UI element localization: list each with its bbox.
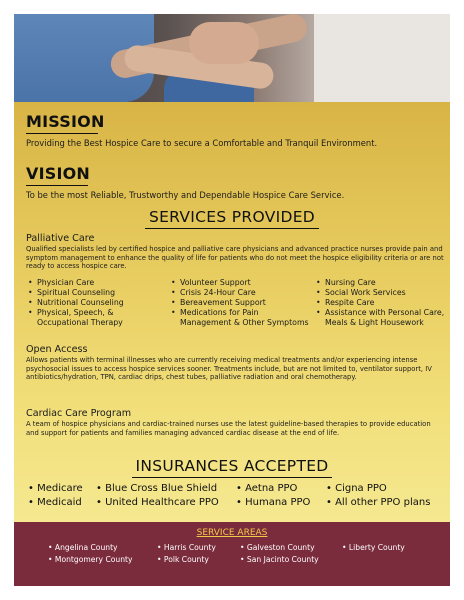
- mission-text: Providing the Best Hospice Care to secure a Comfortable and Tranquil Environment.: [26, 138, 378, 148]
- services-list-col-2: [171, 278, 311, 328]
- list-item: • Aetna PPO: [236, 483, 298, 494]
- service-areas-col-2: [157, 542, 216, 565]
- list-item: • Physical, Speech, & Occupational Therapy: [28, 308, 123, 327]
- cardiac-care-text: A team of hospice physicians and cardiac-trained nurses use the latest guideline-based therapies to provide education and support for patients and families managing advanced cardiac disease at the end of life.: [26, 420, 431, 437]
- flyer: [14, 14, 450, 586]
- list-item: • Galveston County: [240, 543, 315, 552]
- service-areas-col-3: [240, 542, 319, 565]
- list-item: • Medicaid: [28, 496, 82, 508]
- vision-underline: [26, 185, 88, 186]
- mission-underline: [26, 133, 98, 134]
- services-heading: SERVICES PROVIDED: [148, 208, 316, 226]
- list-item: • Social Work Services: [316, 288, 406, 297]
- service-areas-heading: SERVICE AREAS: [196, 528, 268, 538]
- list-item: • Spiritual Counseling: [28, 288, 116, 297]
- list-item: • Crisis 24-Hour Care: [171, 288, 256, 297]
- list-item: • All other PPO plans: [326, 496, 431, 508]
- list-item: • Bereavement Support: [171, 298, 266, 307]
- list-item: • Cigna PPO: [326, 483, 387, 494]
- services-list-col-3: [316, 278, 446, 328]
- insurances-heading: INSURANCES ACCEPTED: [135, 457, 329, 475]
- list-item: • Volunteer Support: [171, 278, 251, 287]
- list-item: • Montgomery County: [48, 554, 133, 564]
- list-item: • Assistance with Personal Care, Meals & Light Housework: [316, 308, 445, 327]
- list-item: • Nursing Care: [316, 278, 376, 287]
- mission-heading: MISSION: [26, 112, 105, 131]
- cardiac-care-title: Cardiac Care Program: [26, 408, 132, 419]
- main-content: [14, 102, 450, 522]
- services-list-col-1: [28, 278, 166, 328]
- palliative-care-text: Qualified specialists led by certified hospice and palliative care physicians and advanced practice nurses provide pain and symptom management to enhance the quality of life for patients who do not meet the hospice eligibility criteria or are not ready to access hospice care.: [26, 245, 444, 271]
- insurance-list-col-2: [96, 482, 219, 509]
- insurance-list-col-1: [28, 482, 83, 509]
- list-item: • Medications for Pain Management & Other Symptoms: [171, 308, 309, 327]
- vision-text: To be the most Reliable, Trustworthy and Dependable Hospice Care Service.: [26, 190, 345, 200]
- list-item: • Humana PPO: [236, 496, 311, 508]
- insurance-list-col-3: [236, 482, 310, 509]
- vision-heading: VISION: [26, 164, 91, 183]
- list-item: • Medicare: [28, 483, 83, 494]
- service-areas-footer: [14, 522, 450, 586]
- services-underline: [145, 228, 319, 229]
- service-areas-col-1: [48, 542, 133, 565]
- list-item: • Angelina County: [48, 543, 118, 552]
- open-access-title: Open Access: [26, 344, 88, 355]
- list-item: • Physician Care: [28, 278, 95, 287]
- service-areas-col-4: [342, 542, 405, 554]
- list-item: • Nutritional Counseling: [28, 298, 124, 307]
- list-item: • Polk County: [157, 554, 209, 564]
- palliative-care-title: Palliative Care: [26, 233, 95, 244]
- caregiver-hands-photo: [14, 14, 450, 102]
- open-access-text: Allows patients with terminal illnesses who are currently receiving medical treatments and/or experiencing intense psychosocial issues to access hospice services sooner. Treatments include, but are not limited to, ventilator support, IV antibiotics/hydration, TPN, cardiac drips, chest tubes, palliative radiation and oral chemotherapy.: [26, 356, 432, 382]
- list-item: • Respite Care: [316, 298, 375, 307]
- list-item: • San Jacinto County: [240, 554, 319, 564]
- list-item: • Blue Cross Blue Shield: [96, 483, 218, 494]
- list-item: • United Healthcare PPO: [96, 496, 219, 508]
- insurance-list-col-4: [326, 482, 430, 509]
- insurances-underline: [132, 477, 332, 478]
- list-item: • Liberty County: [342, 543, 405, 552]
- list-item: • Harris County: [157, 543, 216, 552]
